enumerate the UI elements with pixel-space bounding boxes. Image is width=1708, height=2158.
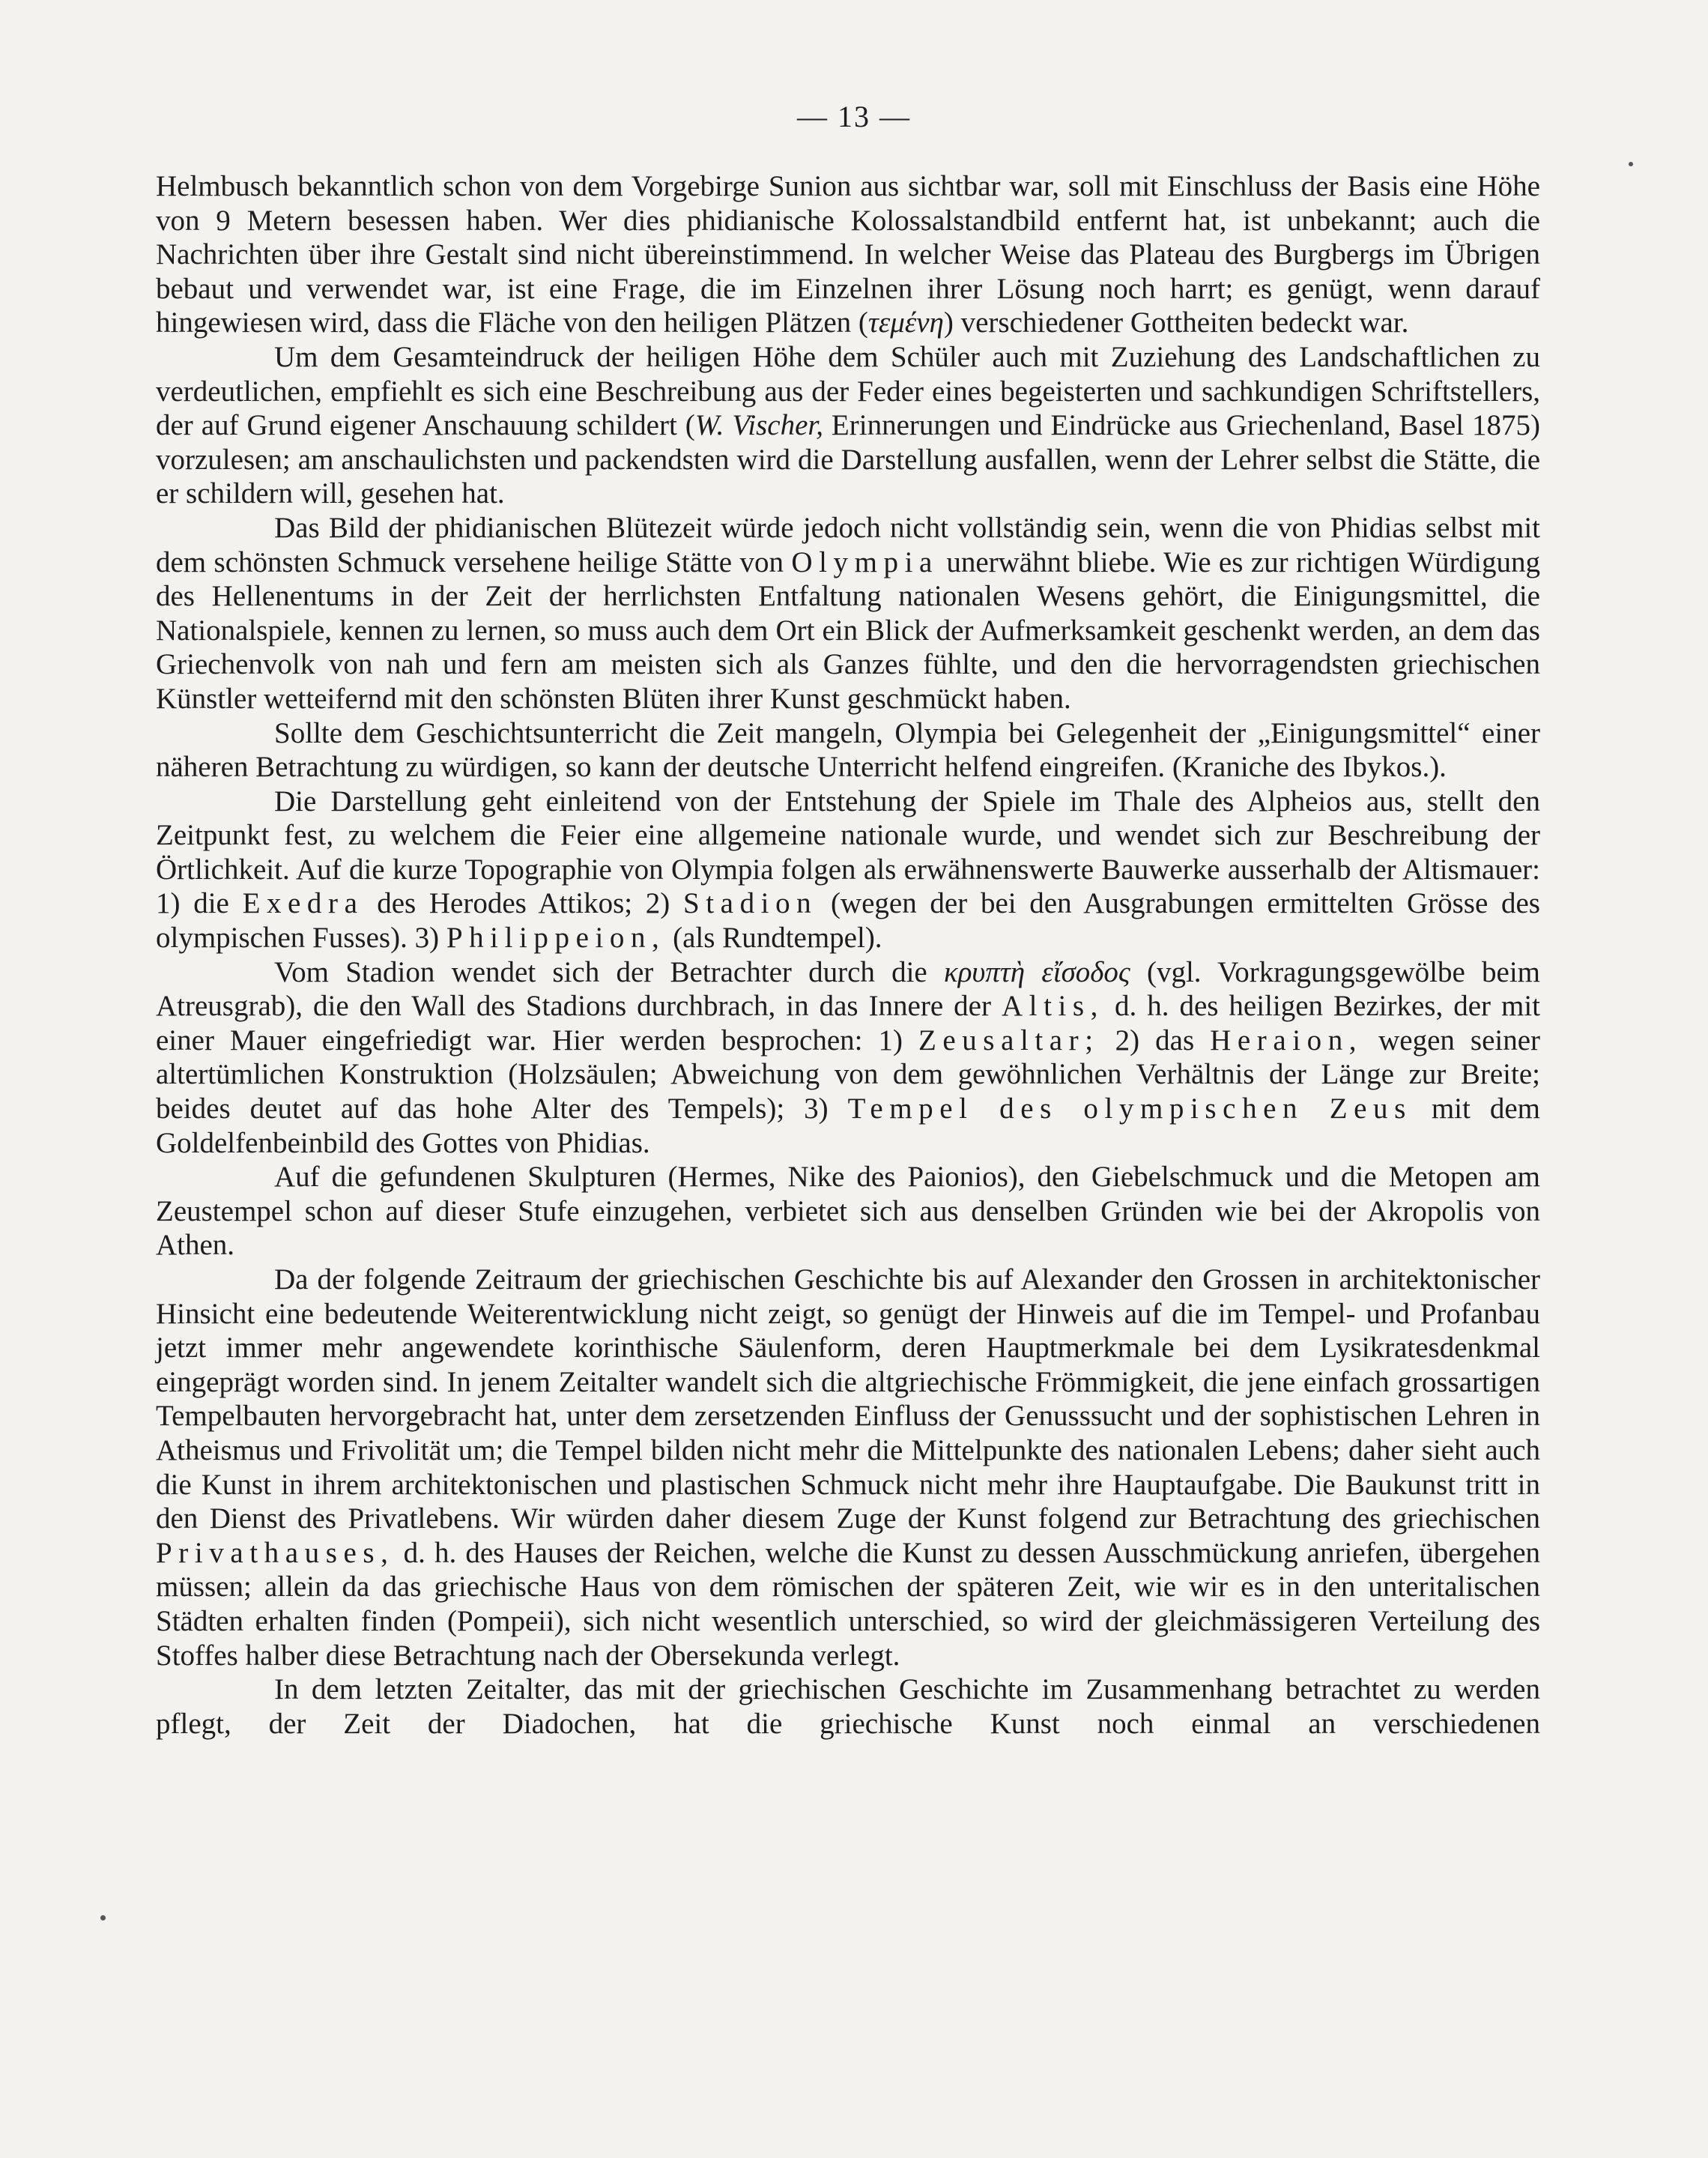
paragraph-stadion bbox=[156, 955, 1540, 1161]
spaced-emphasis-text: Privathauses, bbox=[156, 1536, 395, 1569]
italic-text: W. Vischer, bbox=[694, 409, 823, 442]
text-segment: des Herodes Attikos; 2) bbox=[363, 887, 683, 920]
text-segment: Erinnerungen und Eindrücke aus Griechenland, Basel 1875) vorzulesen; am anschaulichsten und packendsten wird die Darstellung ausfallen, wenn der Lehrer selbst die Stätte, die er schildern will, gesehen hat. bbox=[156, 409, 1540, 510]
text-segment: ) verschiedener Gottheiten bedeckt war. bbox=[943, 306, 1409, 339]
spaced-emphasis-text: Tempel des olympischen Zeus bbox=[847, 1092, 1412, 1125]
page-number: — 13 — bbox=[797, 100, 911, 133]
spaced-emphasis-text: Stadion bbox=[683, 887, 818, 920]
text-segment: d. h. des Hauses der Reichen, welche die Kunst zu dessen Ausschmückung anriefen, übergehen müssen; allein da das griechische Haus von dem römischen der späteren Zeit, wie wir es in den unteritalischen Städten erhalten finden (Pompeii), sich nicht wesentlich unterschied, so wird der gleichmässigeren Verteilung des Stoffes halber diese Betrachtung nach der Obersekunda verlegt. bbox=[156, 1536, 1540, 1672]
text-segment: (wegen der bei den Ausgrabungen ermittelten Grösse des olympischen Fusses). 3) bbox=[156, 887, 1540, 955]
text-segment: 2) das bbox=[1099, 1024, 1211, 1057]
paragraph-gesamteindruck bbox=[156, 340, 1540, 511]
text-segment: Da der folgende Zeitraum der griechischen Geschichte bis auf Alexander den Grossen in architektonischer Hinsicht eine bedeutende Weiterentwicklung nicht zeigt, so genügt der Hinweis auf die im Tempel- und Profanbau jetzt immer mehr angewendete korinthische Säulenform, deren Hauptmerkmale bei dem Lysikratesdenkmal eingeprägt worden sind. In jenem Zeitalter wandelt sich die altgriechische Frömmigkeit, die jene einfach grossartigen Tempelbauten hervorgebracht hat, unter dem zersetzenden Einfluss der Genusssucht und der sophistischen Lehren in Atheismus und Frivolität um; die Tempel bilden nicht mehr die Mittelpunkte des nationalen Lebens; daher sieht auch die Kunst in ihrem architektonischen und plastischen Schmuck nicht mehr ihre Hauptaufgabe. Die Baukunst tritt in den Dienst des Privatlebens. Wir würden daher diesem Zuge der Kunst folgend zur Betrachtung des griechischen bbox=[156, 1263, 1540, 1535]
scan-speck bbox=[1629, 162, 1633, 166]
text-segment: Vom Stadion wendet sich der Betrachter durch die bbox=[274, 955, 944, 988]
text-segment: Das Bild der phidianischen Blütezeit würde jedoch nicht vollständig sein, wenn die von Phidias selbst mit dem schönsten Schmuck versehene heilige Stätte von bbox=[156, 511, 1540, 578]
text-segment: d. h. des heiligen Bezirkes, der mit einer Mauer eingefriedigt war. Hier werden besprochen: 1) bbox=[156, 990, 1540, 1057]
text-segment: unerwähnt bliebe. Wie es zur richtigen Würdigung des Hellenentums in der Zeit der herrlichsten Entfaltung nationalen Wesens gehört, die Einigungsmittel, die Nationalspiele, kennen zu lernen, so muss auch dem Ort ein Blick der Aufmerksamkeit geschenkt werden, an dem das Griechenvolk von nah und fern am meisten sich als Ganzes fühlte, und den die hervorragendsten griechischen Künstler wetteifernd mit den schönsten Blüten ihrer Kunst geschmückt haben. bbox=[156, 545, 1541, 715]
paragraph-geschichtsunterricht bbox=[156, 716, 1540, 785]
text-segment: wegen seiner altertümlichen Konstruktion (Holzsäulen; Abweichung von dem gewöhnlichen Verhältnis der Länge zur Breite; beides deutet auf das hohe Alter des Tempels); 3) bbox=[156, 1024, 1541, 1125]
scan-speck bbox=[100, 1915, 106, 1920]
spaced-emphasis-text: Altis, bbox=[1001, 990, 1105, 1023]
text-segment: Sollte dem Geschichtsunterricht die Zeit mangeln, Olympia bei Gelegenheit der „Einigungsmittel“ einer näheren Betrachtung zu würdigen, so kann der deutsche Unterricht helfend eingreifen. (Kraniche des Ibykos.). bbox=[156, 716, 1540, 784]
text-segment: In dem letzten Zeitalter, das mit der griechischen Geschichte im Zusammenhang betrachtet zu werden pflegt, der Zeit der Diadochen, hat die griechische Kunst noch einmal an verschiedenen bbox=[156, 1673, 1540, 1740]
paragraph-zeitraum bbox=[156, 1263, 1540, 1672]
paragraph-diadochen bbox=[156, 1672, 1540, 1741]
text-segment: Auf die gefundenen Skulpturen (Hermes, Nike des Paionios), den Giebelschmuck und die Metopen am Zeustempel schon auf dieser Stufe einzugehen, verbietet sich aus denselben Gründen wie bei der Akropolis von Athen. bbox=[156, 1161, 1540, 1262]
body-text bbox=[156, 169, 1540, 1741]
text-segment: Die Darstellung geht einleitend von der Entstehung der Spiele im Thale des Alpheios aus, stellt den Zeitpunkt fest, zu welchem die Feier eine allgemeine nationale wurde, und wendet sich zur Beschreibung der Örtlichkeit. Auf die kurze Topographie von Olympia folgen als erwähnenswerte Bauwerke ausserhalb der Altismauer: 1) die bbox=[156, 785, 1540, 920]
paragraph-helmbusch bbox=[156, 169, 1540, 340]
text-segment: (vgl. Vorkragungsgewölbe beim Atreusgrab), die den Wall des Stadions durchbrach, in das Innere der bbox=[156, 955, 1540, 1023]
italic-text: τεμένη bbox=[867, 306, 944, 339]
italic-text: κρυπτὴ εἴσοδος bbox=[943, 955, 1130, 988]
paragraph-olympia bbox=[156, 511, 1540, 716]
spaced-emphasis-text: Zeusaltar; bbox=[918, 1024, 1100, 1057]
text-segment: mit dem Goldelfenbeinbild des Gottes von Phidias. bbox=[156, 1092, 1540, 1159]
spaced-emphasis-text: Exedra bbox=[242, 887, 364, 920]
text-segment: (als Rundtempel). bbox=[665, 922, 882, 955]
spaced-emphasis-text: Olympia bbox=[791, 545, 939, 578]
spaced-emphasis-text: Heraion, bbox=[1210, 1024, 1363, 1057]
paragraph-skulpturen bbox=[156, 1160, 1540, 1263]
text-segment: Helmbusch bekanntlich schon von dem Vorgebirge Sunion aus sichtbar war, soll mit Einschluss der Basis eine Höhe von 9 Metern besessen haben. Wer dies phidianische Kolossalstandbild entfernt hat, ist unbekannt; auch die Nachrichten über ihre Gestalt sind nicht übereinstimmend. In welcher Weise das Plateau des Burgbergs im Übrigen bebaut und verwendet war, ist eine Frage, die im Einzelnen ihrer Lösung noch harrt; es genügt, wenn darauf hingewiesen wird, dass die Fläche von den heiligen Plätzen ( bbox=[156, 170, 1540, 339]
spaced-emphasis-text: Philippeion, bbox=[446, 922, 666, 955]
paragraph-darstellung bbox=[156, 785, 1540, 955]
text-segment: Um dem Gesamteindruck der heiligen Höhe dem Schüler auch mit Zuziehung des Landschaftlichen zu verdeutlichen, empfiehlt es sich eine Beschreibung aus der Feder eines begeisterten und sachkundigen Schriftstellers, der auf Grund eigener Anschauung schildert ( bbox=[156, 340, 1540, 442]
